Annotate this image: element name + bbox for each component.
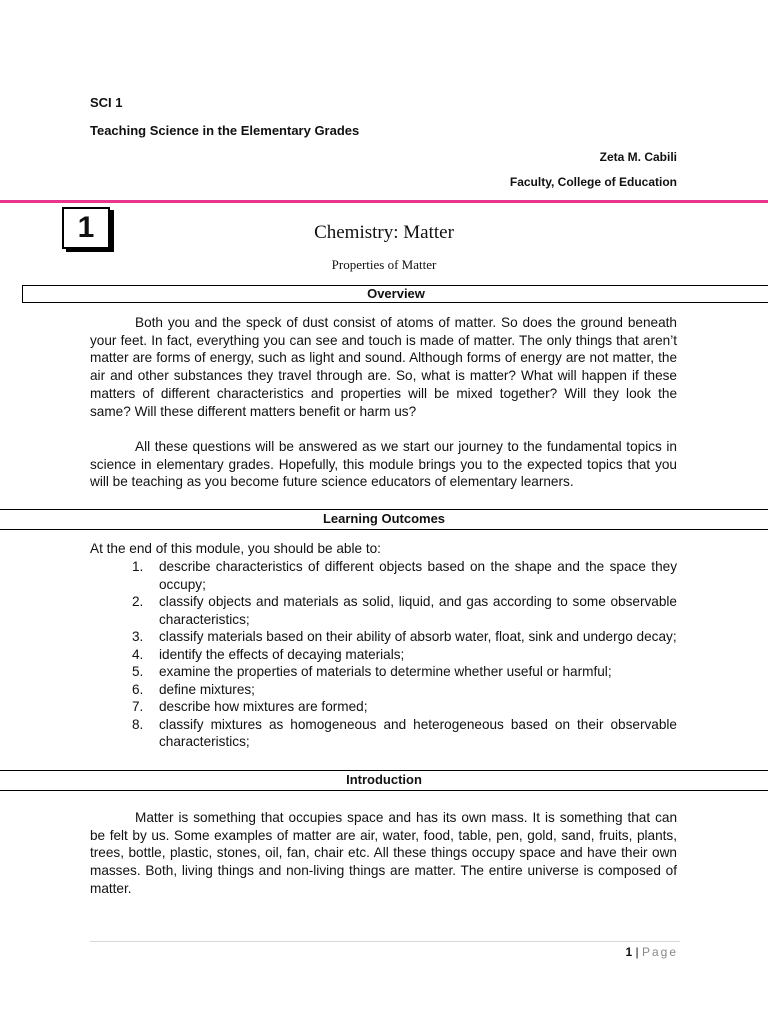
list-item-number: 8. xyxy=(132,716,144,732)
introduction-heading: Introduction xyxy=(346,772,422,787)
overview-paragraph-2: All these questions will be answered as we start our journey to the fundamental topics in science in elementary grades. Hopefully, this module brings you to the expected topics that you will be teaching as you become future science educators of elementary learners. xyxy=(90,439,677,490)
course-title: Teaching Science in the Elementary Grades xyxy=(90,123,360,138)
author-name: Zeta M. Cabili xyxy=(599,150,677,164)
list-item-number: 7. xyxy=(132,699,144,714)
learning-outcomes-heading: Learning Outcomes xyxy=(322,511,446,526)
section-rule xyxy=(0,529,768,530)
author-affiliation: Faculty, College of Education xyxy=(509,175,677,189)
list-item-number: 5. xyxy=(132,664,144,679)
list-item xyxy=(132,628,677,646)
list-item-text: classify mixtures as homogeneous and heterogeneous based on their observable characteristics; xyxy=(159,716,677,749)
list-item-text: identify the effects of decaying materials; xyxy=(159,646,405,662)
list-item-number: 3. xyxy=(132,629,144,644)
section-rule xyxy=(0,770,768,771)
list-item-text: classify materials based on their ability of absorb water, float, sink and undergo decay; xyxy=(159,629,677,644)
footer-divider xyxy=(90,941,680,942)
page-number xyxy=(625,945,678,959)
module-title: Chemistry: Matter xyxy=(314,222,454,243)
list-item-number: 4. xyxy=(132,646,144,662)
overview-paragraph-1: Both you and the speck of dust consist of atoms of matter. So does the ground beneath your feet. In fact, everything you can see and touch is made of matter. The only things that aren’t matter are forms of energy, such as light and sound. Although forms of energy are not matter, the air and other substances they travel through are. So, what is matter? What will happen if these matters of different characteristics and properties will be mixed together? Will they look the same? Will these different matters benefit or harm us? xyxy=(90,315,677,419)
page-number-value: 1 xyxy=(625,945,633,959)
list-item-number: 2. xyxy=(132,594,144,609)
module-subtitle: Properties of Matter xyxy=(331,257,437,272)
list-item-text: define mixtures; xyxy=(159,681,255,697)
list-item xyxy=(132,593,677,628)
list-item-text: describe how mixtures are formed; xyxy=(159,699,368,714)
page-label: Page xyxy=(641,945,678,959)
module-number-box: 1 xyxy=(62,207,110,249)
list-item-text: classify objects and materials as solid, liquid, and gas according to some observable characteristics; xyxy=(159,594,677,627)
list-item xyxy=(132,646,677,664)
outcomes-lead: At the end of this module, you should be able to: xyxy=(90,541,381,556)
list-item xyxy=(132,698,677,716)
list-item-number: 6. xyxy=(132,681,144,697)
list-item-text: describe characteristics of different objects based on the shape and the space they occupy; xyxy=(159,559,677,592)
overview-heading: Overview xyxy=(22,285,768,303)
section-rule xyxy=(0,509,768,510)
list-item xyxy=(132,716,677,751)
list-item xyxy=(132,681,677,699)
course-code: SCI 1 xyxy=(90,95,123,110)
header-divider xyxy=(0,200,768,203)
list-item xyxy=(132,558,677,593)
page-separator: | xyxy=(632,945,642,959)
list-item-text: examine the properties of materials to determine whether useful or harmful; xyxy=(159,664,612,679)
list-item xyxy=(132,663,677,681)
list-item-number: 1. xyxy=(132,559,144,574)
introduction-paragraph: Matter is something that occupies space and has its own mass. It is something that can be felt by us. Some examples of matter are air, water, food, table, pen, gold, sand, fruits, plants, trees, bottle, plastic, stones, oil, fan, chair etc. All these things occupy space and have their own masses. Both, living things and non-living things are matter. The entire universe is composed of matter. xyxy=(90,810,677,896)
section-rule xyxy=(0,790,768,791)
outcomes-list xyxy=(132,558,677,751)
